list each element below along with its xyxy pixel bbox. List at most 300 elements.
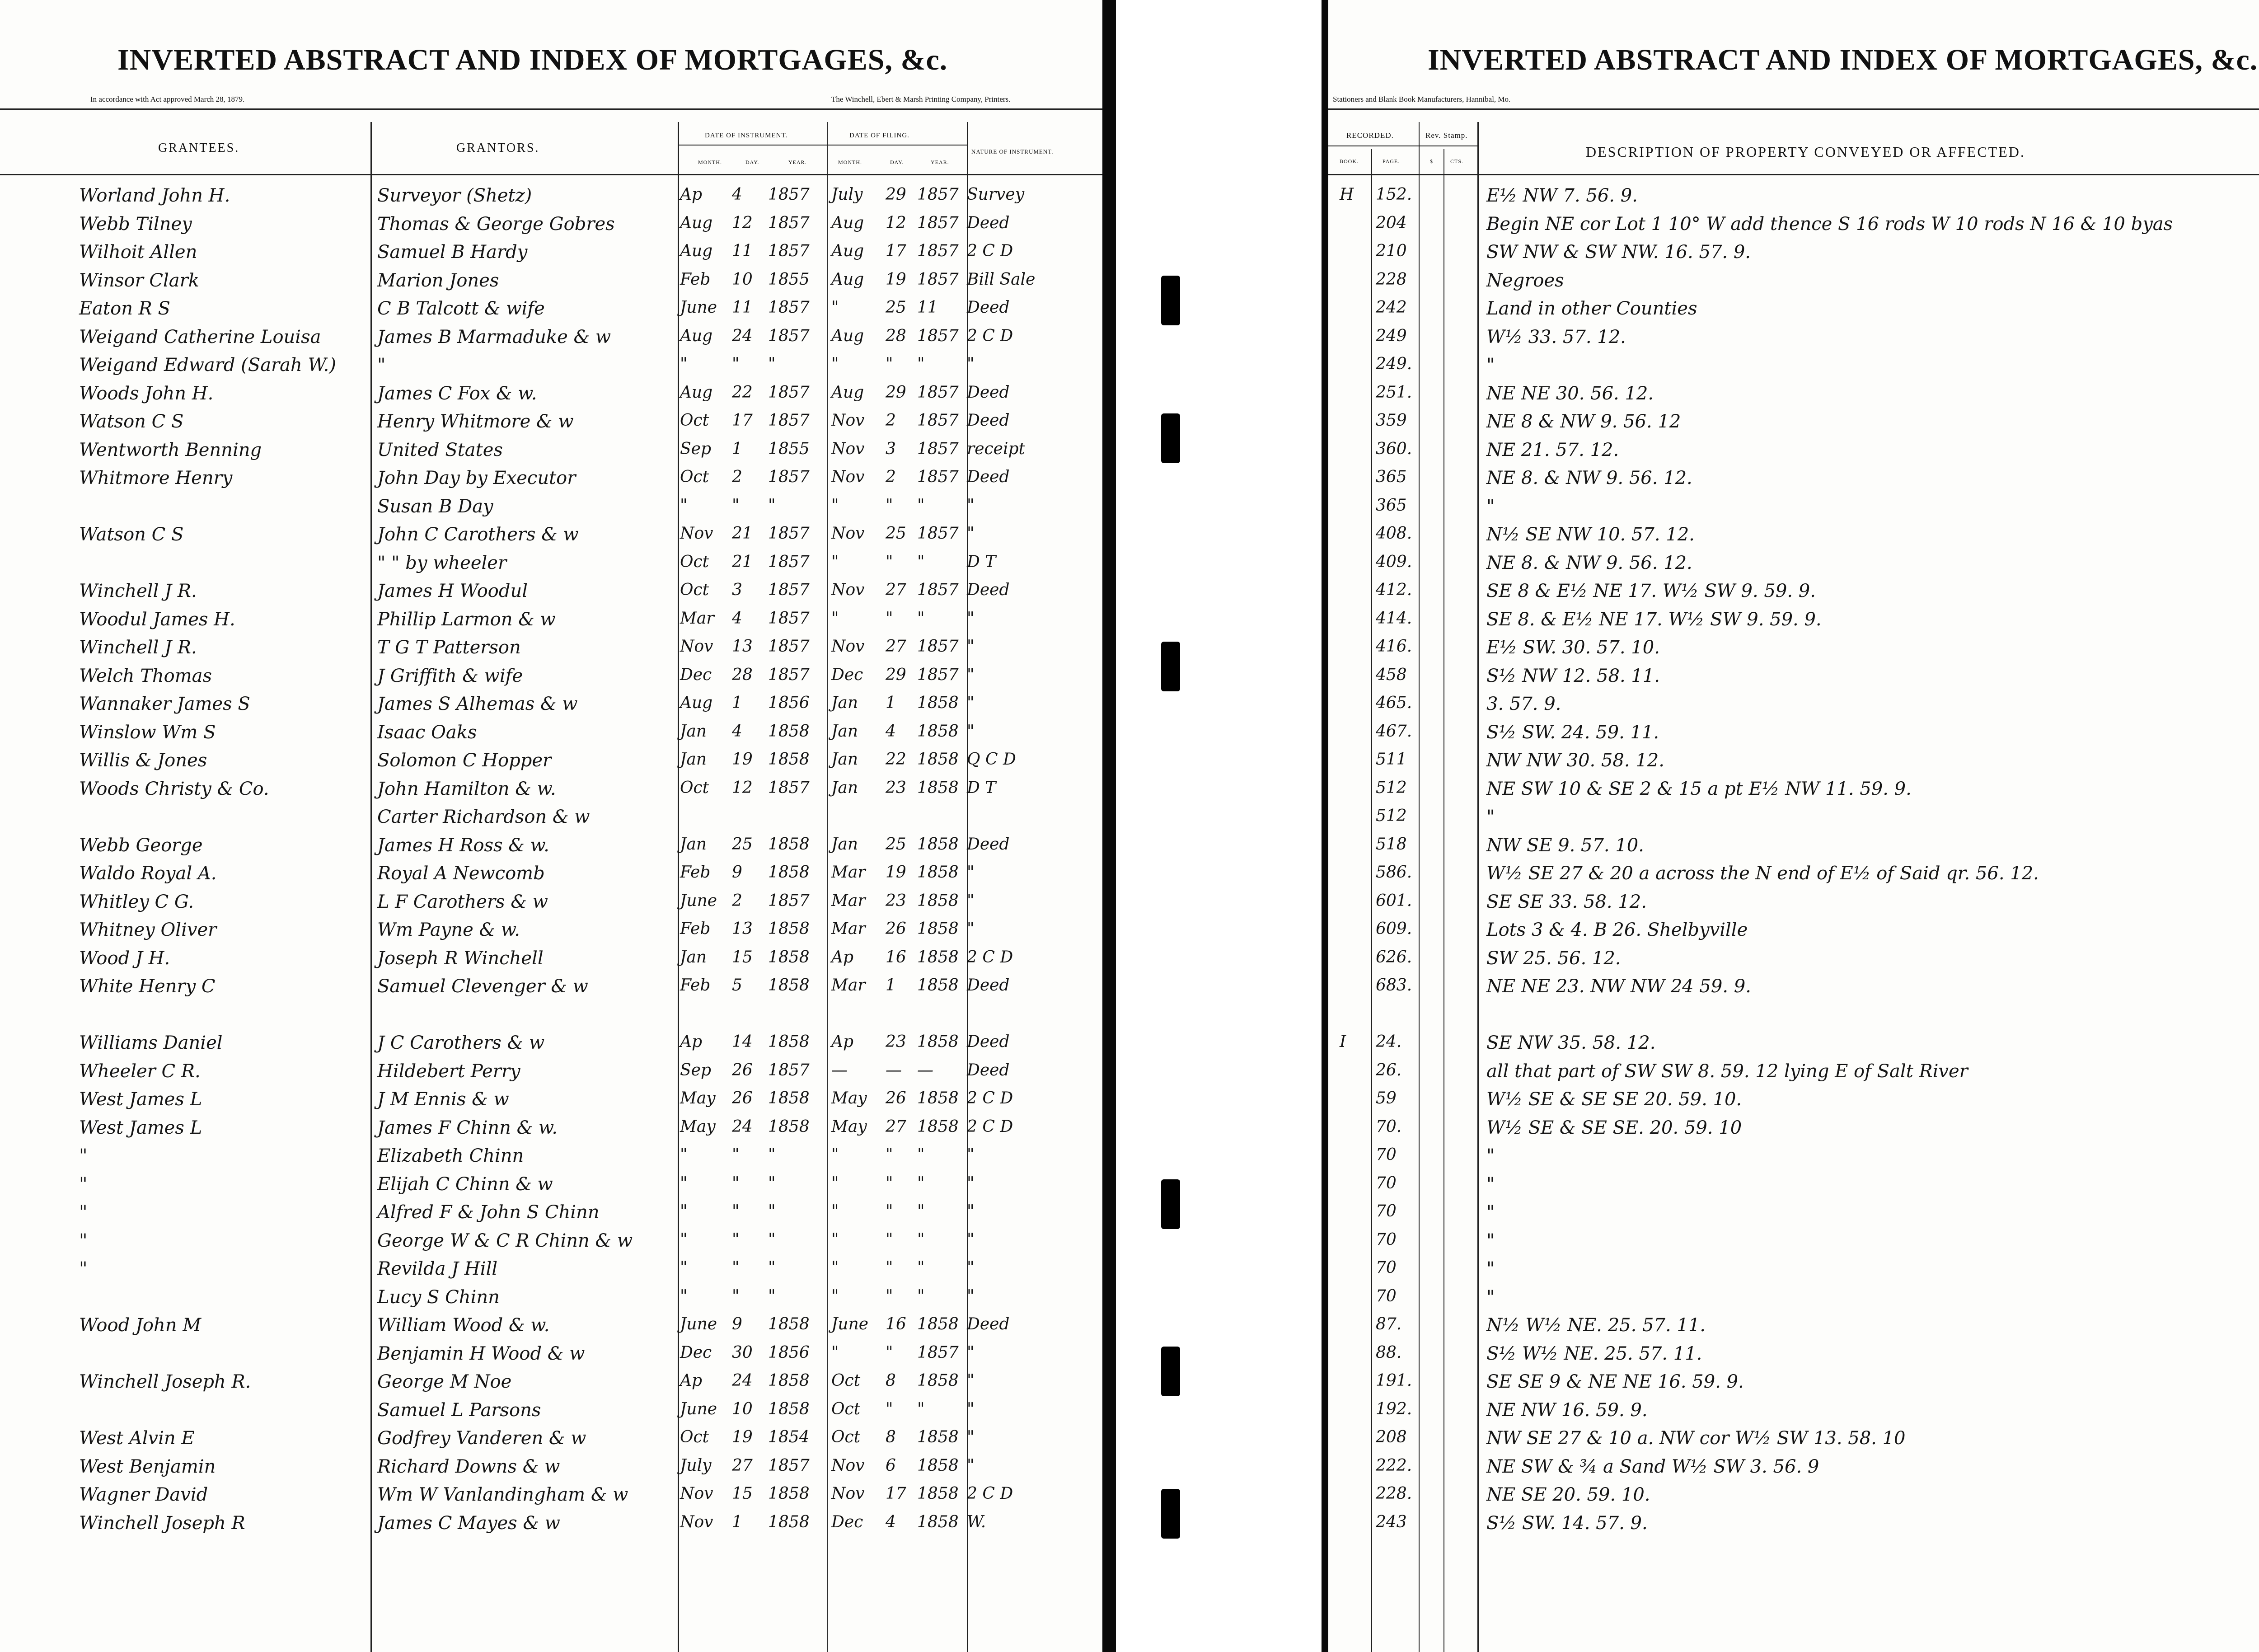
- filing-year: 1857: [917, 383, 959, 402]
- filing-month: Jan: [831, 778, 858, 797]
- month-header: MONTH.: [698, 159, 722, 165]
- index-entry-row: [0, 1287, 1102, 1314]
- filing-month: Nov: [831, 439, 865, 458]
- index-entry-row: [0, 1428, 1102, 1455]
- filing-day: 29: [886, 383, 906, 402]
- filing-year: ": [917, 1173, 925, 1192]
- grantor-name: James B Marmaduke & w: [377, 326, 611, 347]
- property-description: ": [1486, 496, 1495, 517]
- page-number: 249: [1376, 326, 1407, 345]
- property-description: ": [1486, 1258, 1495, 1279]
- nature-of-instrument: 2 C D: [967, 948, 1013, 967]
- filing-month: Jan: [831, 835, 858, 854]
- instrument-month: Feb: [680, 920, 711, 938]
- filing-year: 1857: [917, 1343, 959, 1362]
- description-row: [1328, 609, 2259, 636]
- index-entry-row: [0, 1061, 1102, 1088]
- index-entry-row: [0, 1089, 1102, 1116]
- instrument-year: ": [768, 1202, 776, 1220]
- nature-of-instrument: Deed: [967, 1032, 1010, 1051]
- grantees-header: GRANTEES.: [158, 141, 240, 155]
- instrument-year: 1857: [768, 552, 810, 571]
- filing-month: Nov: [831, 411, 865, 430]
- description-row: [1328, 863, 2259, 890]
- index-entry-row: [0, 807, 1102, 834]
- grantee-name: Weigand Edward (Sarah W.): [79, 355, 336, 375]
- property-description: ": [1486, 1202, 1495, 1223]
- grantor-name: L F Carothers & w: [377, 891, 548, 912]
- grantee-name: Wheeler C R.: [79, 1061, 201, 1082]
- page-number: 192.: [1376, 1399, 1412, 1418]
- filing-month: Nov: [831, 637, 865, 656]
- nature-of-instrument: ": [967, 1399, 975, 1418]
- instrument-year: 1858: [768, 1399, 810, 1418]
- instrument-day: 21: [732, 552, 753, 571]
- filing-year: ": [917, 1399, 925, 1418]
- instrument-month: Sep: [680, 439, 712, 458]
- property-description: Land in other Counties: [1486, 298, 1697, 319]
- page-number: 609.: [1376, 920, 1412, 938]
- filing-day: 28: [886, 326, 906, 345]
- index-entry-row: [0, 242, 1102, 269]
- instrument-day: 4: [732, 609, 742, 628]
- grantee-name: Watson C S: [79, 524, 184, 545]
- filing-day: 19: [886, 270, 906, 289]
- filing-month: ": [831, 1343, 839, 1362]
- grantee-name: Winchell Joseph R: [79, 1512, 245, 1534]
- filing-month: Aug: [831, 270, 864, 289]
- instrument-month: Feb: [680, 270, 711, 289]
- filing-month: Aug: [831, 213, 864, 232]
- nature-of-instrument: ": [967, 891, 975, 910]
- property-description: NE NE 23. NW NW 24 59. 9.: [1486, 976, 1751, 997]
- property-description: 3. 57. 9.: [1486, 694, 1561, 714]
- filing-month: Oct: [831, 1428, 861, 1446]
- filing-day: 27: [886, 637, 906, 656]
- page-number: 222.: [1376, 1456, 1412, 1475]
- filing-month: Oct: [831, 1371, 861, 1390]
- filing-day: 2: [886, 411, 896, 430]
- instrument-year: 1854: [768, 1428, 810, 1446]
- description-row: [1328, 1456, 2259, 1483]
- filing-month: Nov: [831, 581, 865, 599]
- instrument-day: 2: [732, 891, 742, 910]
- filing-month: Nov: [831, 468, 865, 486]
- nature-of-instrument: ": [967, 920, 975, 938]
- description-row: [1328, 1315, 2259, 1342]
- instrument-month: June: [680, 1315, 717, 1333]
- instrument-day: 11: [732, 298, 753, 317]
- instrument-month: Oct: [680, 411, 709, 430]
- instrument-year: 1857: [768, 665, 810, 684]
- binding-hole: [1161, 1489, 1180, 1539]
- index-entry-row: [0, 1032, 1102, 1060]
- nature-of-instrument: ": [967, 355, 975, 373]
- grantee-name: Willis & Jones: [79, 750, 207, 771]
- grantor-name: George M Noe: [377, 1371, 512, 1392]
- instrument-month: Dec: [680, 665, 712, 684]
- instrument-day: 26: [732, 1089, 753, 1108]
- description-row: [1328, 1484, 2259, 1511]
- grantor-name: James H Ross & w.: [377, 835, 549, 856]
- recorded-header: RECORDED.: [1346, 131, 1394, 140]
- instrument-month: Ap: [680, 185, 703, 204]
- instrument-month: ": [680, 355, 688, 373]
- grantor-name: Revilda J Hill: [377, 1258, 498, 1279]
- filing-month: Oct: [831, 1399, 861, 1418]
- property-description: SE SE 33. 58. 12.: [1486, 891, 1647, 912]
- grantee-name: Winchell J R.: [79, 581, 197, 601]
- filing-year: 1858: [917, 863, 959, 882]
- instrument-month: Oct: [680, 581, 709, 599]
- grantor-name: Alfred F & John S Chinn: [377, 1202, 600, 1223]
- grantee-name: Whitley C G.: [79, 891, 194, 912]
- nature-of-instrument: ": [967, 694, 975, 712]
- filing-year: ": [917, 1145, 925, 1164]
- grantee-name: ": [79, 1230, 88, 1251]
- filing-year: 1858: [917, 976, 959, 995]
- grantee-name: West Benjamin: [79, 1456, 216, 1477]
- page-number: 518: [1376, 835, 1407, 854]
- instrument-month: Jan: [680, 835, 707, 854]
- instrument-day: ": [732, 1230, 740, 1249]
- property-description: SE SE 9 & NE NE 16. 59. 9.: [1486, 1371, 1744, 1392]
- grantee-name: Winslow Wm S: [79, 722, 216, 743]
- instrument-month: Jan: [680, 722, 707, 741]
- property-description: NW SE 9. 57. 10.: [1486, 835, 1644, 856]
- description-row: [1328, 1117, 2259, 1145]
- grantee-name: Eaton R S: [79, 298, 170, 319]
- index-entry-row: [0, 1174, 1102, 1201]
- property-description: SE 8. & E½ NE 17. W½ SW 9. 59. 9.: [1486, 609, 1822, 630]
- filing-day: 16: [886, 948, 906, 967]
- description-row: [1328, 411, 2259, 438]
- index-entry-row: [0, 383, 1102, 410]
- instrument-year: ": [768, 1286, 776, 1305]
- grantor-name: Lucy S Chinn: [377, 1286, 500, 1308]
- grantor-name: Carter Richardson & w: [377, 807, 590, 827]
- index-entry-row: [0, 270, 1102, 297]
- nature-of-instrument: Deed: [967, 298, 1010, 317]
- instrument-day: 11: [732, 242, 753, 260]
- filing-year: 1858: [917, 694, 959, 712]
- filing-month: ": [831, 1145, 839, 1164]
- description-row: [1328, 835, 2259, 862]
- instrument-day: 24: [732, 326, 753, 345]
- filing-month: ": [831, 552, 839, 571]
- description-row: [1328, 807, 2259, 834]
- filing-month: ": [831, 1230, 839, 1249]
- page-number: 601.: [1376, 891, 1412, 910]
- binding-hole: [1161, 276, 1180, 325]
- instrument-day: 10: [732, 1399, 753, 1418]
- grantor-name: Benjamin H Wood & w: [377, 1343, 585, 1364]
- grantor-name: J Griffith & wife: [377, 665, 523, 686]
- grantee-name: Webb Tilney: [79, 213, 192, 235]
- page-number: 70: [1376, 1173, 1397, 1192]
- description-row: [1328, 298, 2259, 325]
- filing-year: 1857: [917, 439, 959, 458]
- description-row: [1328, 1032, 2259, 1060]
- instrument-month: Sep: [680, 1061, 712, 1079]
- page-header: PAGE.: [1383, 158, 1400, 164]
- filing-year: 1858: [917, 1089, 959, 1108]
- nature-of-instrument: receipt: [967, 439, 1026, 458]
- filing-day: ": [886, 496, 893, 515]
- page-number: 152.: [1376, 185, 1412, 204]
- filing-month: ": [831, 1173, 839, 1192]
- index-entry-row: [0, 1117, 1102, 1145]
- instrument-month: ": [680, 1145, 688, 1164]
- filing-day: —: [886, 1061, 902, 1079]
- grantor-name: J C Carothers & w: [377, 1032, 545, 1053]
- instrument-day: 24: [732, 1117, 753, 1136]
- index-entry-row: [0, 214, 1102, 241]
- instrument-year: 1857: [768, 524, 810, 543]
- property-description: NE 21. 57. 12.: [1486, 439, 1619, 460]
- grantee-name: Winchell J R.: [79, 637, 197, 658]
- description-row: [1328, 270, 2259, 297]
- instrument-day: 17: [732, 411, 753, 430]
- filing-day: 4: [886, 1512, 896, 1531]
- grantee-name: West Alvin E: [79, 1428, 195, 1449]
- nature-of-instrument: ": [967, 1173, 975, 1192]
- page-number: 70: [1376, 1286, 1397, 1305]
- instrument-month: Ap: [680, 1032, 703, 1051]
- instrument-month: Oct: [680, 552, 709, 571]
- instrument-day: 5: [732, 976, 742, 995]
- grantee-name: Waldo Royal A.: [79, 863, 217, 884]
- index-entry-row: [0, 750, 1102, 777]
- nature-of-instrument: ": [967, 1230, 975, 1249]
- binding-hole: [1161, 1347, 1180, 1396]
- filing-year: 1858: [917, 1315, 959, 1333]
- nature-of-instrument: Survey: [967, 185, 1025, 204]
- filing-year: 1858: [917, 920, 959, 938]
- nature-of-instrument: Deed: [967, 581, 1010, 599]
- instrument-day: 1: [732, 439, 742, 458]
- filing-day: 19: [886, 863, 906, 882]
- description-row: [1328, 1287, 2259, 1314]
- grantor-name: Hildebert Perry: [377, 1061, 520, 1082]
- index-entry-row: [0, 1315, 1102, 1342]
- property-description: ": [1486, 355, 1495, 375]
- instrument-year: 1856: [768, 1343, 810, 1362]
- description-row: [1328, 920, 2259, 947]
- description-row: [1328, 694, 2259, 721]
- property-description: S½ SW. 14. 57. 9.: [1486, 1512, 1648, 1534]
- filing-month: Ap: [831, 948, 854, 967]
- page-number: 242: [1376, 298, 1407, 317]
- index-entry-row: [0, 411, 1102, 438]
- property-description: NE 8. & NW 9. 56. 12.: [1486, 468, 1692, 488]
- instrument-day: 4: [732, 722, 742, 741]
- filing-year: ": [917, 552, 925, 571]
- filing-month: Jan: [831, 722, 858, 741]
- filing-day: 26: [886, 1089, 906, 1108]
- instrument-month: Feb: [680, 863, 711, 882]
- grantee-name: Wilhoit Allen: [79, 242, 197, 263]
- grantor-name: Henry Whitmore & w: [377, 411, 574, 432]
- page-number: 365: [1376, 468, 1407, 486]
- instrument-year: 1857: [768, 778, 810, 797]
- grantor-name: John C Carothers & w: [377, 524, 579, 545]
- nature-of-instrument: ": [967, 1202, 975, 1220]
- filing-month: Mar: [831, 863, 866, 882]
- property-description: ": [1486, 807, 1495, 827]
- grantor-name: James C Mayes & w: [377, 1512, 560, 1534]
- property-description: ": [1486, 1173, 1495, 1195]
- filing-year: 1858: [917, 750, 959, 769]
- instrument-year: 1855: [768, 270, 810, 289]
- filing-year: 1858: [917, 1117, 959, 1136]
- property-description: NE SE 20. 59. 10.: [1486, 1484, 1650, 1505]
- instrument-year: 1858: [768, 948, 810, 967]
- instrument-year: 1857: [768, 213, 810, 232]
- grantee-name: Woods Christy & Co.: [79, 778, 269, 799]
- property-description: SE 8 & E½ NE 17. W½ SW 9. 59. 9.: [1486, 581, 1816, 601]
- nature-of-instrument: ": [967, 1343, 975, 1362]
- instrument-day: 2: [732, 468, 742, 486]
- page-number: 59: [1376, 1089, 1397, 1108]
- grantor-name: George W & C R Chinn & w: [377, 1230, 633, 1251]
- property-description: NE NE 30. 56. 12.: [1486, 383, 1654, 404]
- property-description: W½ SE 27 & 20 a across the N end of E½ of Said qr. 56. 12.: [1486, 863, 2039, 884]
- grantor-name: Phillip Larmon & w: [377, 609, 556, 630]
- instrument-day: ": [732, 1258, 740, 1277]
- instrument-year: 1857: [768, 1456, 810, 1475]
- index-entry-row: [0, 1484, 1102, 1511]
- page-number: 228: [1376, 270, 1407, 289]
- column-header-rule: [1328, 174, 2259, 175]
- instrument-year: 1857: [768, 185, 810, 204]
- year-header: YEAR.: [788, 159, 807, 165]
- property-description: SE NW 35. 58. 12.: [1486, 1032, 1656, 1053]
- property-description: S½ W½ NE. 25. 57. 11.: [1486, 1343, 1702, 1364]
- instrument-year: 1857: [768, 242, 810, 260]
- instrument-month: Oct: [680, 468, 709, 486]
- filing-year: 1857: [917, 637, 959, 656]
- description-row: [1328, 976, 2259, 1003]
- instrument-month: Nov: [680, 1512, 713, 1531]
- filing-day: 29: [886, 185, 906, 204]
- grantee-name: Welch Thomas: [79, 665, 212, 686]
- instrument-year: 1855: [768, 439, 810, 458]
- instrument-year: 1857: [768, 383, 810, 402]
- grantor-name: United States: [377, 439, 503, 460]
- description-row: [1328, 383, 2259, 410]
- instrument-month: Dec: [680, 1343, 712, 1362]
- instrument-year: 1857: [768, 609, 810, 628]
- left-page-edge: [1102, 0, 1116, 1652]
- index-entry-row: [0, 1456, 1102, 1483]
- grantee-name: Wentworth Benning: [79, 439, 262, 460]
- instrument-day: 15: [732, 948, 753, 967]
- instrument-day: 14: [732, 1032, 753, 1051]
- nature-of-instrument: ": [967, 609, 975, 628]
- filing-day: 25: [886, 524, 906, 543]
- page-number: 586.: [1376, 863, 1412, 882]
- filing-day: 4: [886, 722, 896, 741]
- description-row: [1328, 468, 2259, 495]
- filing-year: 11: [917, 298, 938, 317]
- grantor-name: Joseph R Winchell: [377, 948, 544, 969]
- grantee-name: ": [79, 1202, 88, 1223]
- nature-of-instrument: ": [967, 1286, 975, 1305]
- grantor-name: Elizabeth Chinn: [377, 1145, 524, 1166]
- instrument-month: May: [680, 1117, 716, 1136]
- description-row: [1328, 1061, 2259, 1088]
- description-row: [1328, 242, 2259, 269]
- filing-day: ": [886, 1202, 893, 1220]
- filing-day: ": [886, 1145, 893, 1164]
- grantor-name: Thomas & George Gobres: [377, 213, 615, 235]
- nature-of-instrument: Q C D: [967, 750, 1016, 769]
- grantor-name: Marion Jones: [377, 270, 499, 291]
- property-description: NE NW 16. 59. 9.: [1486, 1399, 1648, 1421]
- filing-year: ": [917, 1286, 925, 1305]
- instrument-month: Feb: [680, 976, 711, 995]
- property-description: NE 8. & NW 9. 56. 12.: [1486, 552, 1692, 573]
- filing-day: 1: [886, 976, 896, 995]
- description-row: [1328, 581, 2259, 608]
- index-entry-row: [0, 185, 1102, 212]
- instrument-year: ": [768, 1230, 776, 1249]
- instrument-year: 1857: [768, 468, 810, 486]
- page-number: 70: [1376, 1230, 1397, 1249]
- nature-of-instrument: Bill Sale: [967, 270, 1036, 289]
- filing-year: 1858: [917, 1512, 959, 1531]
- instrument-day: 4: [732, 185, 742, 204]
- description-row: [1328, 1513, 2259, 1540]
- nature-of-instrument: ": [967, 1258, 975, 1277]
- nature-of-instrument: Deed: [967, 411, 1010, 430]
- right-page: [1328, 0, 2259, 1652]
- description-row: [1328, 637, 2259, 664]
- nature-of-instrument: 2 C D: [967, 1484, 1013, 1503]
- filing-day: 12: [886, 213, 906, 232]
- grantor-name: ": [377, 355, 386, 375]
- instrument-month: Jan: [680, 750, 707, 769]
- filing-year: 1857: [917, 185, 959, 204]
- instrument-year: 1858: [768, 863, 810, 882]
- instrument-day: 1: [732, 694, 742, 712]
- filing-day: 27: [886, 1117, 906, 1136]
- instrument-month: Nov: [680, 637, 713, 656]
- stationer-note: Stationers and Blank Book Manufacturers, Hannibal, Mo.: [1333, 95, 1511, 103]
- instrument-month: Nov: [680, 1484, 713, 1503]
- filing-day: ": [886, 355, 893, 373]
- property-description: Negroes: [1486, 270, 1564, 291]
- nature-of-instrument: Deed: [967, 213, 1010, 232]
- nature-of-instrument: ": [967, 496, 975, 515]
- filing-year: ": [917, 609, 925, 628]
- instrument-year: 1857: [768, 581, 810, 599]
- grantor-name: Richard Downs & w: [377, 1456, 560, 1477]
- instrument-year: 1858: [768, 1512, 810, 1531]
- filing-day-header: DAY.: [890, 159, 904, 165]
- nature-of-instrument: Deed: [967, 1315, 1010, 1333]
- property-description: NE SW & ¾ a Sand W½ SW 3. 56. 9: [1486, 1456, 1819, 1477]
- filing-year: 1857: [917, 524, 959, 543]
- index-entry-row: [0, 1513, 1102, 1540]
- grantor-name: Royal A Newcomb: [377, 863, 545, 884]
- instrument-month: Oct: [680, 778, 709, 797]
- instrument-day: 3: [732, 581, 742, 599]
- filing-year: ": [917, 496, 925, 515]
- filing-day: 17: [886, 1484, 906, 1503]
- filing-day: 16: [886, 1315, 906, 1333]
